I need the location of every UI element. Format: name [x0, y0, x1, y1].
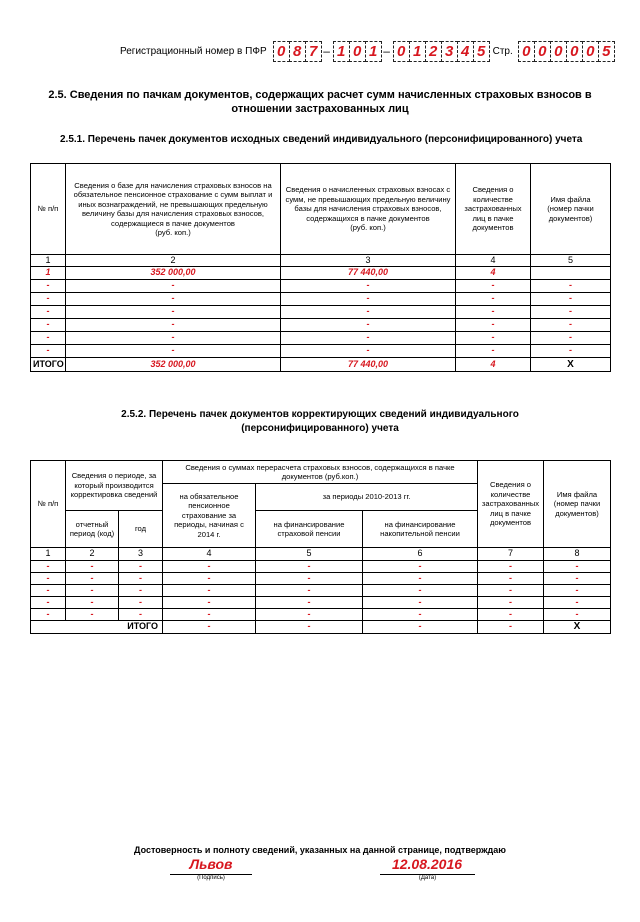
total-cell: - [163, 621, 256, 634]
column-number: 2 [66, 548, 119, 561]
cell: - [281, 345, 456, 358]
cell: - [531, 345, 611, 358]
reg-digit: 1 [365, 41, 382, 62]
cell: - [544, 597, 611, 609]
page-label: Стр. [492, 45, 513, 57]
total-label: ИТОГО [31, 621, 163, 634]
total-file-mark: X [531, 358, 611, 372]
cell: - [531, 280, 611, 293]
cell: - [31, 306, 66, 319]
header-period-group: Сведения о периоде, за который производится корректировка сведений [66, 461, 163, 511]
header-file-name: Имя файла (номер пачки документов) [544, 461, 611, 548]
cell: - [66, 319, 281, 332]
page-digit: 0 [534, 41, 551, 62]
cell: - [31, 280, 66, 293]
cell: - [163, 585, 256, 597]
cell: - [531, 306, 611, 319]
cell: - [478, 573, 544, 585]
header-file-name: Имя файла (номер пачки документов) [531, 164, 611, 255]
total-cell: - [256, 621, 363, 634]
page-digit: 0 [550, 41, 567, 62]
table-row [31, 332, 611, 345]
header-from-2014: на обязательное пенсионное страхование за периоды, начиная с 2014 г. [163, 484, 256, 548]
table-row [31, 597, 611, 609]
cell: - [31, 345, 66, 358]
cell: - [66, 345, 281, 358]
total-cell: - [478, 621, 544, 634]
cell: - [281, 293, 456, 306]
cell: - [31, 585, 66, 597]
table-row [31, 280, 611, 293]
cell: - [456, 280, 531, 293]
header-contributions: Сведения о начисленных страховых взносах с сумм, не превышающих предельную величину базы для начисления страховых взносов, содержащихся в пачке документов (руб. коп.) [281, 164, 456, 255]
cell: - [31, 561, 66, 573]
cell: - [119, 597, 163, 609]
cell: - [66, 585, 119, 597]
cell: - [456, 332, 531, 345]
cell: - [66, 332, 281, 345]
cell: - [256, 609, 363, 621]
confirmation-text: Достоверность и полноту сведений, указанных на данной странице, подтверждаю [134, 845, 506, 855]
header-number: № п/п [31, 164, 66, 255]
column-number: 5 [256, 548, 363, 561]
header-sums-group: Сведения о суммах перерасчета страховых взносов, содержащихся в пачке документов (руб.коп.) [163, 461, 478, 484]
cell: - [66, 597, 119, 609]
header-year: год [119, 511, 163, 548]
table2-title: 2.5.2. Перечень пачек документов корректирующих сведений индивидуального (персонифицированного) учета [121, 409, 519, 434]
cell: - [66, 280, 281, 293]
column-number: 6 [363, 548, 478, 561]
cell: - [456, 306, 531, 319]
page-digit: 5 [598, 41, 615, 62]
cell: - [363, 573, 478, 585]
cell: - [66, 573, 119, 585]
cell: - [544, 585, 611, 597]
cell: - [119, 573, 163, 585]
cell: - [256, 573, 363, 585]
cell: - [119, 561, 163, 573]
date-value: 12.08.2016 [391, 856, 463, 872]
cell: - [281, 332, 456, 345]
table-row [31, 293, 611, 306]
cell: - [66, 306, 281, 319]
total-row [31, 621, 611, 634]
date-caption: (Дата) [418, 875, 437, 881]
page-digit: 0 [518, 41, 535, 62]
header-period-code: отчетный период (код) [66, 511, 119, 548]
reg-digit: 0 [393, 41, 410, 62]
cell: - [478, 609, 544, 621]
reg-digit: 2 [425, 41, 442, 62]
table-row [31, 345, 611, 358]
total-file-mark: X [544, 621, 611, 634]
column-number: 3 [119, 548, 163, 561]
header-insured-count: Сведения о количестве застрахованных лиц в пачке документов [478, 461, 544, 548]
cell: - [363, 597, 478, 609]
cell: - [66, 561, 119, 573]
section-title: 2.5. Сведения по пачкам документов, содержащих расчет сумм начисленных страховых взносов в отношении застрахованных лиц [48, 89, 592, 115]
cell: - [66, 609, 119, 621]
cell [531, 267, 611, 280]
cell: - [31, 609, 66, 621]
total-label: ИТОГО [31, 358, 66, 372]
cell: - [256, 597, 363, 609]
cell: - [163, 573, 256, 585]
column-number: 3 [281, 255, 456, 267]
reg-digit: 4 [457, 41, 474, 62]
page-digit: 0 [566, 41, 583, 62]
registration-label: Регистрационный номер в ПФР [120, 45, 267, 57]
cell: - [544, 573, 611, 585]
total-row [31, 358, 611, 372]
cell: - [163, 561, 256, 573]
cell: - [163, 609, 256, 621]
total-insured-count: 4 [456, 358, 531, 372]
cell: - [456, 293, 531, 306]
page-digit: 0 [582, 41, 599, 62]
cell: 4 [456, 267, 531, 280]
table-row [31, 319, 611, 332]
header-insured-count: Сведения о количестве застрахованных лиц в пачке документов [456, 164, 531, 255]
cell: - [281, 280, 456, 293]
table-row [31, 585, 611, 597]
header-base: Сведения о базе для начисления страховых взносов на обязательное пенсионное страхование с сумм выплат и иных вознаграждений, не превышающих предельную величину базы для начисления страховых взносов, содержащиеся в пачке документов (руб. коп.) [66, 164, 281, 255]
reg-digit: 0 [273, 41, 290, 62]
cell: - [478, 585, 544, 597]
cell: - [478, 597, 544, 609]
cell: - [281, 306, 456, 319]
column-number: 1 [31, 548, 66, 561]
column-number: 4 [456, 255, 531, 267]
header-funded-pension: на финансирование накопительной пенсии [363, 511, 478, 548]
reg-digit: 5 [473, 41, 490, 62]
signature-caption: (Подпись) [197, 875, 225, 881]
cell: - [531, 293, 611, 306]
cell: - [119, 609, 163, 621]
cell: - [256, 585, 363, 597]
reg-digit: 3 [441, 41, 458, 62]
total-cell: - [363, 621, 478, 634]
reg-digit: 1 [409, 41, 426, 62]
cell: - [31, 332, 66, 345]
table-row [31, 267, 611, 280]
total-contributions: 77 440,00 [281, 358, 456, 372]
cell: - [544, 609, 611, 621]
cell: - [363, 585, 478, 597]
cell: - [31, 319, 66, 332]
cell: - [119, 585, 163, 597]
cell: - [531, 332, 611, 345]
reg-separator: – [323, 44, 330, 58]
cell: 1 [31, 267, 66, 280]
column-number: 2 [66, 255, 281, 267]
column-number: 7 [478, 548, 544, 561]
corrective-packs-table [30, 460, 611, 634]
cell: - [456, 345, 531, 358]
reg-separator: – [383, 44, 390, 58]
total-base: 352 000,00 [66, 358, 281, 372]
cell: - [256, 561, 363, 573]
cell: - [163, 597, 256, 609]
registration-number-line [120, 40, 614, 62]
header-number: № п/п [31, 461, 66, 548]
header-insurance-pension: на финансирование страховой пенсии [256, 511, 363, 548]
table-row [31, 609, 611, 621]
header-period-2010-2013: за периоды 2010-2013 гг. [256, 484, 478, 511]
cell: 352 000,00 [66, 267, 281, 280]
cell: - [363, 561, 478, 573]
column-number: 1 [31, 255, 66, 267]
reg-digit: 7 [305, 41, 322, 62]
signature-value: Львов [189, 856, 233, 872]
column-number: 4 [163, 548, 256, 561]
reg-digit: 8 [289, 41, 306, 62]
initial-packs-table [30, 163, 611, 372]
table-row [31, 573, 611, 585]
cell: - [544, 561, 611, 573]
cell: - [456, 319, 531, 332]
table1-title: 2.5.1. Перечень пачек документов исходных сведений индивидуального (персонифицированного) учета [60, 134, 583, 145]
column-number: 5 [531, 255, 611, 267]
cell: - [478, 561, 544, 573]
table-row [31, 306, 611, 319]
reg-digit: 0 [349, 41, 366, 62]
cell: - [363, 609, 478, 621]
table-row [31, 561, 611, 573]
cell: - [531, 319, 611, 332]
cell: 77 440,00 [281, 267, 456, 280]
cell: - [31, 597, 66, 609]
column-number: 8 [544, 548, 611, 561]
cell: - [31, 293, 66, 306]
cell: - [31, 573, 66, 585]
cell: - [66, 293, 281, 306]
cell: - [281, 319, 456, 332]
reg-digit: 1 [333, 41, 350, 62]
